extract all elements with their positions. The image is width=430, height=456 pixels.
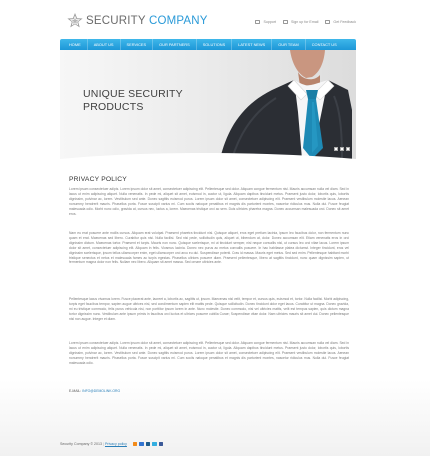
page [60, 0, 356, 456]
footer [60, 438, 356, 450]
nav-item-services[interactable]: SERVICES [121, 39, 154, 50]
nav-item-our-team[interactable]: OUR TEAM [272, 39, 305, 50]
digg-icon[interactable] [146, 442, 151, 447]
rss-icon[interactable] [133, 442, 138, 447]
top-links [255, 20, 356, 24]
banner-title: UNIQUE SECURITY PRODUCTS [83, 88, 183, 113]
feedback-link-label: Get Feedback [333, 20, 356, 24]
privacy-policy-link[interactable]: Privacy policy [104, 442, 127, 446]
footer-separator: | [103, 442, 104, 446]
support-link[interactable] [255, 20, 276, 24]
email-icon [283, 20, 288, 24]
social-links [133, 442, 164, 447]
banner-wave-divider [60, 151, 356, 159]
nav-item-home[interactable]: HOME [60, 39, 88, 50]
contact-email [69, 389, 120, 393]
support-icon [255, 20, 260, 24]
star-logo-icon [67, 13, 83, 29]
feedback-icon [325, 20, 330, 24]
email-signup-link[interactable] [283, 20, 318, 24]
nav-item-about-us[interactable]: ABOUT US [88, 39, 121, 50]
email-signup-label: Sign up for Email [291, 20, 319, 24]
businessman-image [202, 50, 352, 159]
page-title: PRIVACY POLICY [69, 176, 127, 183]
nav-item-latest-news[interactable]: LATEST NEWS [232, 39, 272, 50]
delicious-icon[interactable] [139, 442, 144, 447]
footer-company: Security Company [60, 442, 90, 446]
nav-item-contact-us[interactable]: CONTACT US [311, 42, 337, 47]
hero-banner [60, 50, 356, 159]
email-label: E-MAIL: [69, 389, 82, 393]
privacy-paragraph: Lorem ipsum consectetuer adipis. Lorem ipsum dolor sit amet, consectetuer adipiscing elit. Pellentesque sed dolor. Aliquam congue fermentum nisl. Mauris accumsan nulla vel diam. Sed in lacus ut enim adipiscing aliquet. Nulla venenatis. In pede mi, aliquet sit amet, euismod in, auctor ut, ligula. Aliquam dapibus tincidunt metus. Praesent justo dolor, lobortis quis, lobortis dignissim, pulvinar ac, lorem. Vestibulum sed ante. Donec sagittis euismod purus. Lorem ipsum dolor sit amet, consectetuer adipiscing elit. Praesent vestibulum molestie lacus. Aenean nonummy hendrerit mauris. Phasellus porta. Fusce suscipit varius mi. Cum sociis natoque penatibus et magnis dis parturient montes, nascetur ridiculus mus. Nulla dui. Fusce feugiat malesuada odio. Morbi nunc odio, gravida at, cursus nec, luctus a, lorem. Maecenas tristique orci ac sem. Duis ultricies pharetra magna. Donec accumsan malesuada orci. Donec sit amet eros. [69, 187, 349, 216]
twitter-icon[interactable] [152, 442, 157, 447]
logo[interactable] [67, 13, 208, 29]
nav-item-our-partners[interactable]: OUR PARTNERS [153, 39, 197, 50]
main-nav [60, 39, 356, 50]
brand-name-part1: SECURITY [86, 15, 146, 27]
facebook-icon[interactable] [159, 442, 164, 447]
privacy-paragraph: Nam eu erat posuere ante mollis cursus. Aliquam erat volutpat. Praesent pharetra tincidunt nisl. Quisque aliquet, eros eget pretium lacinia, ipsum leo faucibus dolor, non fermentum nunc quam et erat. Maecenas sed libero. Curabitur quis nisi. Nulla facilisi. Sed nisi pede, sollicitudin quis, aliquet ut, bibendum at, dolor. Donec accumsan elit. Etiam venenatis eros in orci dignissim dictum. Maecenas tortor. Praesent et turpis. Mauris non nunc. Quisque scelerisque, mi ut tincidunt semper, nisl neque convallis nisl, ut cursus leo orci vitae lacus. Lorem ipsum dolor sit amet, consectetuer adipiscing elit. Aliquam in felis. Vivamus lacinia. Donec nec purus ac metus convallis posuere. In hac habitasse platea dictumst. Integer tincidunt, eros vel dignissim scelerisque, ipsum tellus ullamcorper enim, eget ullamcorper orci arcu eu dui. Suspendisse potenti. Cras id massa. Mauris eget metus. Sed sed enim. Pellentesque habitant morbi tristique senectus et netus et malesuada fames ac turpis egestas. Phasellus ultrices posuere diam. Praesent pellentesque, libero at sagittis tincidunt, nunc quam dignissim sapien, ut fermentum magna dolor non felis. Nullam nec libero. Aliquam sit amet massa. Sed ornare ultricies ante. [69, 231, 349, 265]
footer-copyright [60, 442, 127, 446]
support-link-label: Support [263, 20, 277, 24]
nav-item-solutions[interactable]: SOLUTIONS [197, 39, 232, 50]
feedback-link[interactable] [325, 20, 356, 24]
privacy-paragraph: Pellentesque lacus vivamus lorem. Fusce placerat ante, laoreet a, lobortis ac, sagittis ut, ipsum. Maecenas nisl velit, tempor et, cursus quis, euismod et, tortor. Nulla facilisi. Morbi adipiscing, turpis eget faucibus tempor, sapien augue ultrices nisl, sed condimentum sapien elit mattis pede. Quisque sollicitudin. Donec tincidunt dolor eget lacus. Curabitur ut magna. Donec gravida, mi eu tristique commodo, felis purus vehicula nisi, non porttitor ipsum lorem in ante. Nunc molestie. Donec commodo, nisi vel ultricies mattis, velit est tempus sapien, quis dictum magna tortor dignissim nunc. Vestibulum ante ipsum primis in faucibus orci luctus et ultrices posuere cubilia Curae; Suspendisse vitae dolor. Nam ultricies mauris sit amet dui. Donec pellentesque nisl non augue. Integer et diam. [69, 297, 349, 321]
brand-name-part2: COMPANY [148, 15, 208, 27]
footer-year: © 2013 [90, 442, 103, 446]
privacy-paragraph: Lorem ipsum consectetuer adipis. Lorem ipsum dolor sit amet, consectetuer adipiscing elit. Pellentesque sed dolor. Aliquam congue fermentum nisl. Mauris accumsan nulla vel diam. Sed in lacus ut enim adipiscing aliquet. Nulla venenatis. In pede mi, aliquet sit amet, euismod in, auctor ut, ligula. Aliquam dapibus tincidunt metus. Praesent justo dolor, lobortis quis, lobortis dignissim, pulvinar ac, lorem. Vestibulum sed ante. Donec sagittis euismod purus. Lorem ipsum dolor sit amet, consectetuer adipiscing elit. Praesent vestibulum molestie lacus. Aenean nonummy hendrerit mauris. Phasellus porta. Fusce suscipit varius mi. Cum sociis natoque penatibus et magnis dis parturient montes, nascetur ridiculus mus. Nulla dui. Fusce feugiat malesuada odio. [69, 341, 349, 365]
brand-name [86, 13, 208, 29]
email-link[interactable]: INFO@DEMOLINK.ORG [82, 389, 121, 393]
